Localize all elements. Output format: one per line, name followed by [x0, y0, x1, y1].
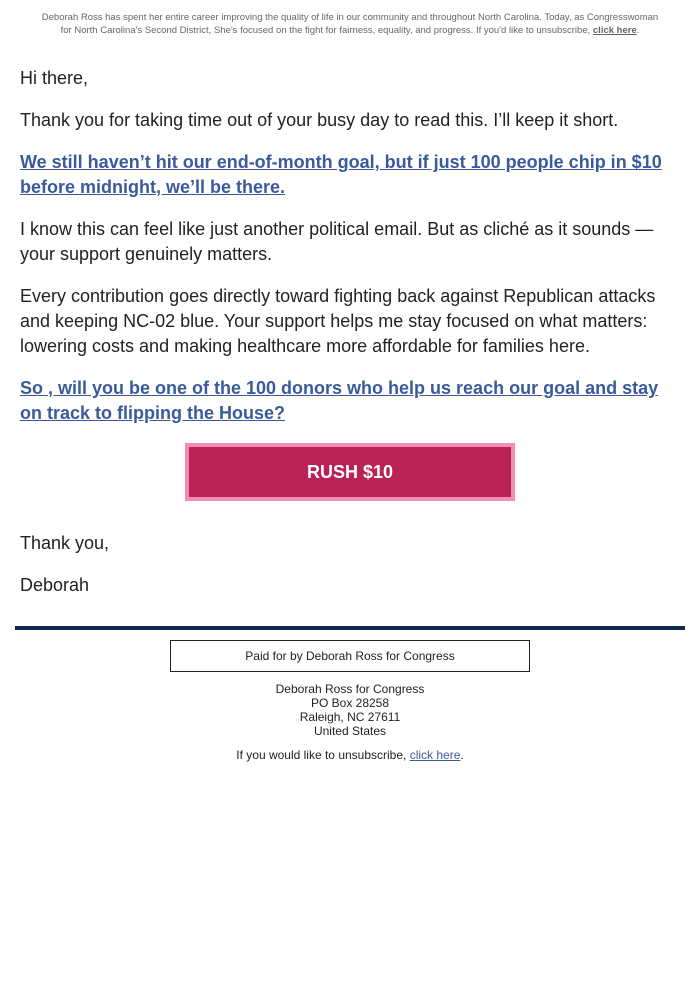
preheader-unsubscribe-link[interactable]: click here: [592, 25, 637, 36]
mailing-address: Deborah Ross for Congress PO Box 28258 Raleigh, NC 27611 United States: [275, 682, 425, 738]
donate-link[interactable]: We still haven’t hit our end-of-month goal, but if just 100 people chip in $10 before midnight, we’ll be there.: [20, 152, 662, 197]
closing: Thank you,: [20, 533, 110, 553]
signature: Deborah: [20, 575, 90, 595]
donate-link[interactable]: So , will you be one of the 100 donors who help us reach our goal and stay on track to flipping the House?: [20, 378, 659, 423]
paid-for-disclaimer: Paid for by Deborah Ross for Congress: [170, 640, 530, 672]
paragraph: Thank you for taking time out of your busy day to read this. I’ll keep it short.: [20, 110, 619, 130]
rush-donate-button[interactable]: RUSH $10: [185, 443, 515, 501]
unsubscribe-line: If you would like to unsubscribe, click here.: [236, 748, 464, 762]
greeting: Hi there,: [20, 68, 89, 88]
footer-divider: [15, 626, 685, 630]
preheader: Deborah Ross has spent her entire career improving the quality of life in our community and throughout North Carolina. Today, as Congresswoman for North Carolina's Second District, She's focused on the fight for fairness, equality, and progress. If you'd like to unsubscribe, click here.: [41, 12, 659, 36]
paragraph: Every contribution goes directly toward fighting back against Republican attacks and keeping NC-02 blue. Your support helps me stay focused on what matters: lowering costs and making healthcare more affordable for families here.: [20, 286, 656, 356]
email-body: [0, 66, 700, 598]
unsubscribe-link[interactable]: click here: [409, 748, 461, 762]
paragraph: I know this can feel like just another political email. But as cliché as it sounds — your support genuinely matters.: [20, 219, 654, 264]
